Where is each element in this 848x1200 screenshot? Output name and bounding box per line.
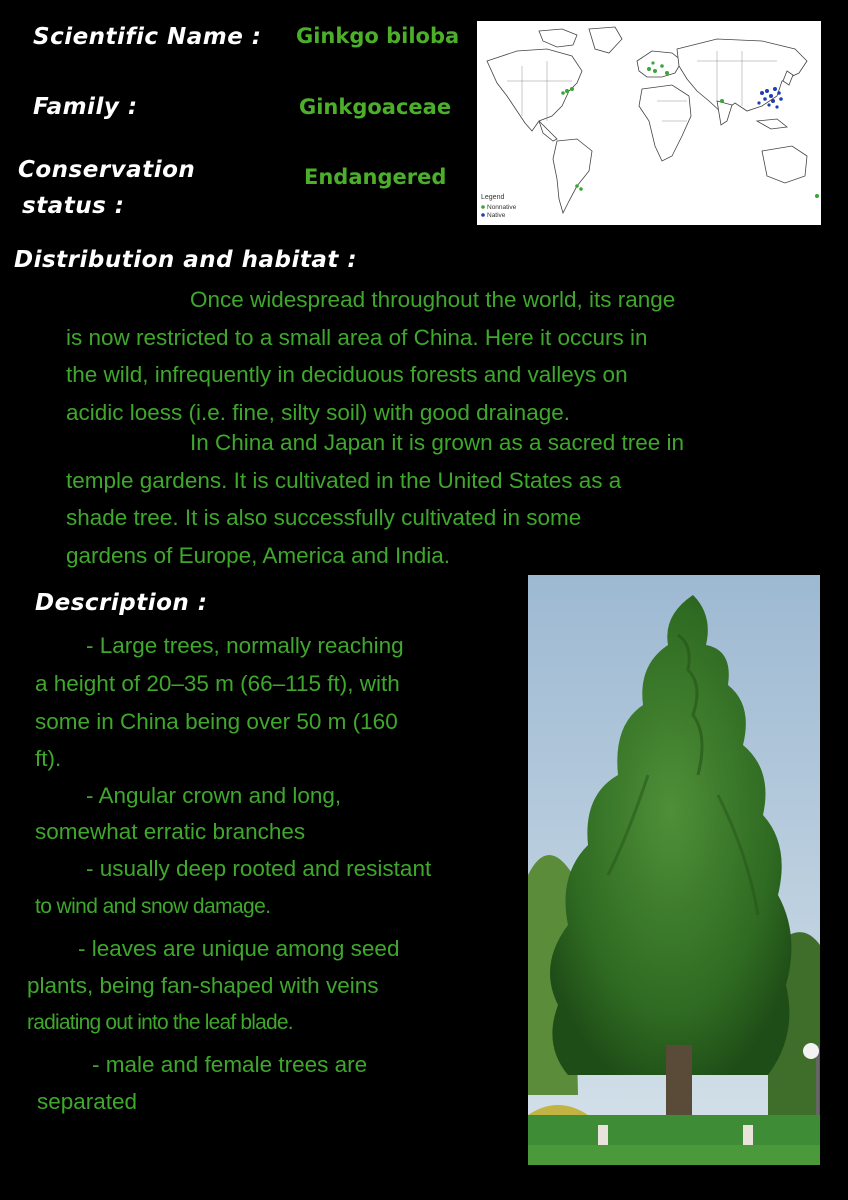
distribution-paragraph-2: [66, 424, 806, 574]
legend-native-marker: [481, 213, 485, 217]
legend-title: Legend: [481, 194, 505, 201]
family-label: Family :: [33, 94, 138, 120]
conservation-label-line2: status :: [22, 193, 125, 219]
legend-native-label: Native: [487, 212, 506, 219]
description-line: a height of 20–35 m (66–115 ft), with: [35, 671, 400, 696]
legend-nonnative-label: Nonnative: [487, 204, 517, 211]
legend-nonnative-marker: [481, 205, 485, 209]
description-heading: Description :: [35, 590, 208, 616]
scientific-name-label: Scientific Name :: [33, 24, 262, 50]
distribution-p2-line: shade tree. It is also successfully cultivated in some: [66, 505, 582, 530]
description-line: plants, being fan-shaped with veins: [27, 973, 379, 998]
tree-illustration: [528, 575, 820, 1165]
distribution-p1-line: Once widespread throughout the world, its range: [190, 287, 676, 312]
description-line: radiating out into the leaf blade.: [27, 1011, 293, 1034]
ginkgo-tree-photo: [528, 575, 820, 1165]
description-line: - male and female trees are: [92, 1052, 368, 1077]
description-line: somewhat erratic branches: [35, 819, 306, 844]
distribution-p2-line: gardens of Europe, America and India.: [66, 542, 450, 568]
conservation-status-value: Endangered: [304, 165, 447, 189]
description-line: - Angular crown and long,: [86, 783, 342, 808]
description-line: to wind and snow damage.: [35, 895, 271, 918]
description-line: - Large trees, normally reaching: [86, 633, 404, 658]
distribution-p2-line: temple gardens. It is cultivated in the United States as a: [66, 467, 622, 493]
world-map-graphic: [477, 21, 821, 225]
scientific-name-value: Ginkgo biloba: [296, 24, 460, 48]
conservation-label-line1: Conservation: [18, 157, 196, 183]
description-line: some in China being over 50 m (160: [35, 709, 398, 734]
distribution-p1-line: is now restricted to a small area of China. Here it occurs in: [66, 324, 648, 350]
description-line: - usually deep rooted and resistant: [86, 856, 432, 881]
distribution-heading: Distribution and habitat :: [14, 247, 358, 273]
distribution-map: [477, 21, 821, 225]
family-value: Ginkgoaceae: [299, 95, 452, 119]
distribution-p1-line: acidic loess (i.e. fine, silty soil) with good drainage.: [66, 399, 570, 425]
description-line: - leaves are unique among seed: [78, 936, 400, 961]
distribution-p1-line: the wild, infrequently in deciduous forests and valleys on: [66, 362, 628, 387]
description-line: separated: [37, 1089, 138, 1114]
distribution-paragraph-1: [66, 281, 806, 431]
distribution-p2-line: In China and Japan it is grown as a sacred tree in: [190, 430, 685, 455]
description-line: ft).: [35, 746, 62, 771]
